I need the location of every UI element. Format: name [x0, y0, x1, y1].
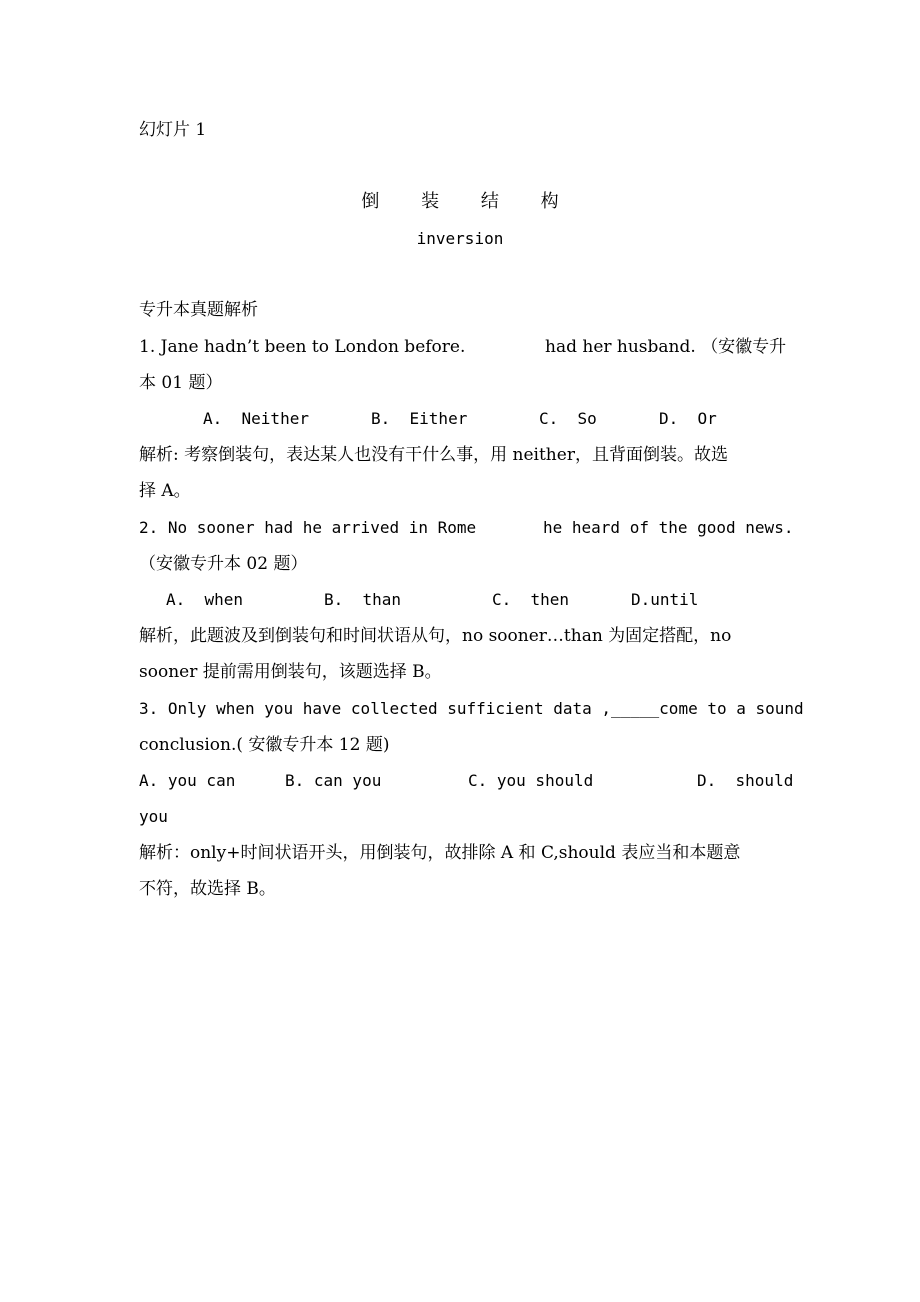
- q2-stem-part1: 2. No sooner had he arrived in Rome: [139, 518, 477, 537]
- q3-stem-line2: conclusion.( 安徽专升本 12 题): [139, 735, 390, 755]
- q2-analysis-line2: sooner 提前需用倒装句，该题选择 B。: [139, 662, 442, 682]
- q3-option-c: C. you should: [468, 771, 594, 790]
- q1-option-b: B. Either: [371, 409, 468, 428]
- q2-analysis-line1: 解析，此题波及到倒装句和时间状语从句，no sooner…than 为固定搭配，no: [139, 626, 732, 646]
- q3-analysis-line2: 不符，故选择 B。: [139, 879, 276, 899]
- q2-option-c: C. then: [492, 590, 570, 609]
- q2-stem-line2: （安徽专升本 02 题）: [139, 554, 308, 574]
- q1-stem-line2: 本 01 题）: [139, 373, 223, 393]
- q3-stem-line1: 3. Only when you have collected sufficient data ,_____come to a sound: [139, 699, 804, 718]
- q3-option-wrap: you: [139, 807, 168, 826]
- q3-option-d: D. should: [697, 771, 794, 790]
- q1-analysis-line1: 解析: 考察倒装句，表达某人也没有干什么事，用 neither，且背面倒装。故选: [139, 445, 728, 465]
- section-heading: 专升本真题解析: [139, 300, 258, 320]
- q3-option-b: B. can you: [285, 771, 382, 790]
- q1-option-d: D. Or: [659, 409, 717, 428]
- q2-stem-part2: he heard of the good news.: [543, 518, 794, 537]
- q1-analysis-line2: 择 A。: [139, 481, 191, 501]
- q3-option-a: A. you can: [139, 771, 236, 790]
- q2-option-b: B. than: [324, 590, 402, 609]
- q2-option-a: A. when: [166, 590, 244, 609]
- q1-option-c: C. So: [539, 409, 597, 428]
- slide-label: 幻灯片 1: [139, 120, 207, 140]
- q3-analysis-line1: 解析：only+时间状语开头，用倒装句，故排除 A 和 C,should 表应当和本题意: [139, 843, 741, 863]
- page-subtitle: inversion: [416, 229, 504, 248]
- q1-stem-part2: had her husband. （安徽专升: [545, 337, 787, 357]
- q1-stem-part1: 1. Jane hadn’t been to London before.: [139, 337, 466, 357]
- page-title: 倒 装 结 构: [361, 191, 577, 212]
- q2-option-d: D.until: [631, 590, 699, 609]
- q1-option-a: A. Neither: [203, 409, 309, 428]
